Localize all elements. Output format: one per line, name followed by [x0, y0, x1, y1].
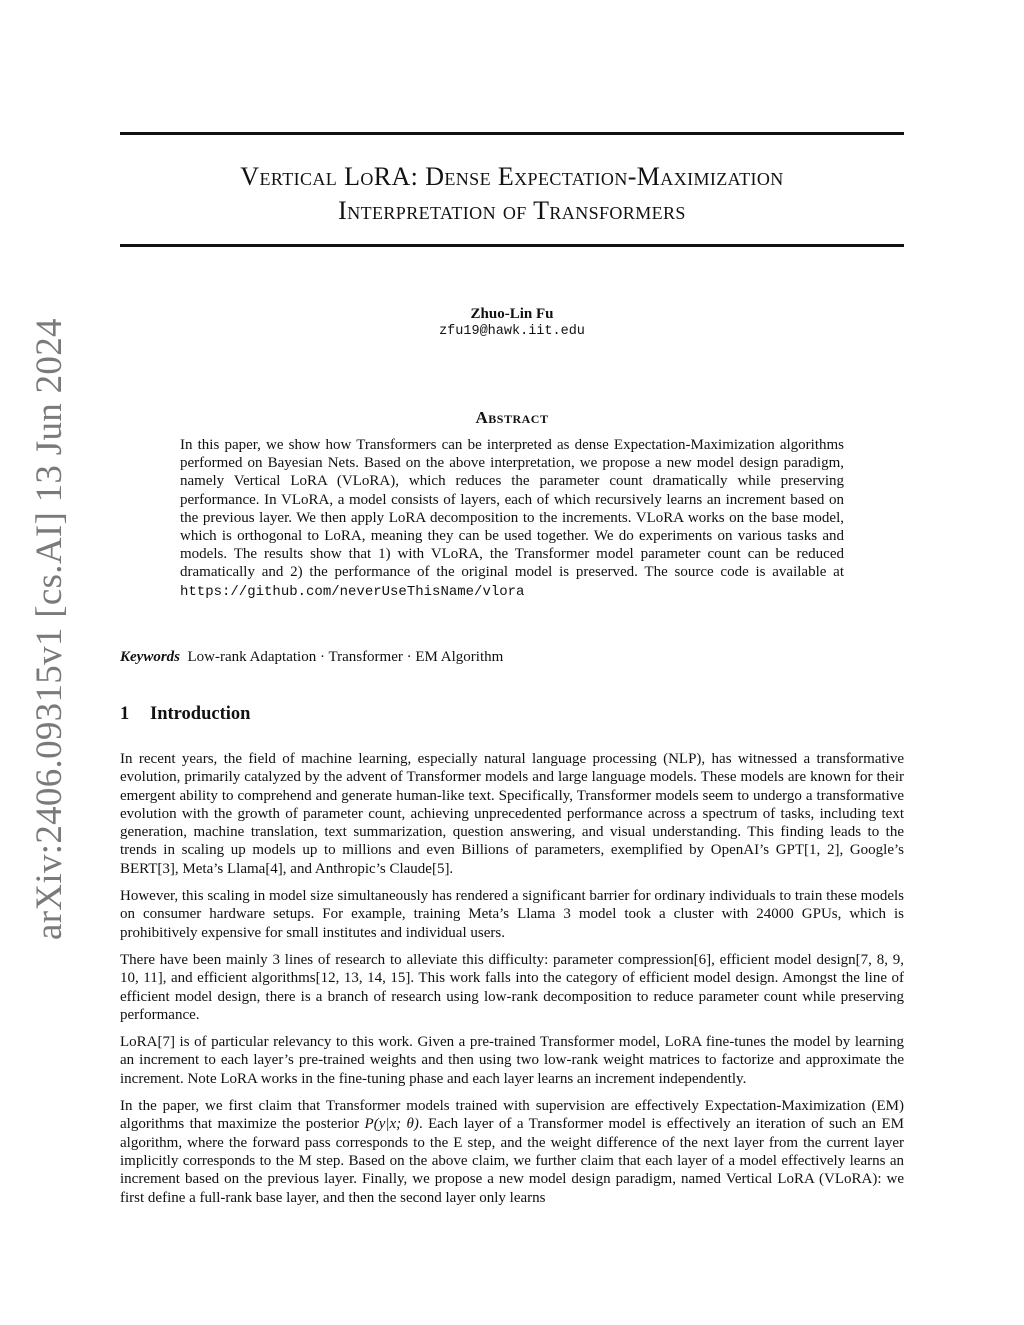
paragraph-5 [120, 1097, 904, 1207]
paragraph-2: However, this scaling in model size simultaneously has rendered a significant barrier for ordinary individuals to train these models on consumer hardware setups. For example, training Meta’s Llama 3 model took a cluster with 24000 GPUs, which is prohibitively expensive for small institutes and individual users. [120, 888, 904, 941]
author-block [120, 305, 904, 341]
paragraph-5-part-b: . Each layer of a Transformer model is effectively an iteration of such an EM algorithm, where the forward pass corresponds to the E step, and the weight difference of the next layer from the current layer implicitly corresponds to the M step. Based on the above claim, we further claim that each layer of a model effectively learns an increment based on the previous layer. Finally, we propose a new model design paradigm, named Vertical LoRA (VLoRA): we first define a full-rank base layer, and then the second layer only learns [120, 1116, 904, 1206]
paragraph-4: LoRA[7] is of particular relevancy to this work. Given a pre-trained Transformer model, LoRA fine-tunes the model by learning an increment to each layer’s pre-trained weights and then using two low-rank weight matrices to factorize and approximate the increment. Note LoRA works in the fine-tuning phase and each layer learns an increment independently. [120, 1034, 904, 1087]
author-email: zfu19@hawk.iit.edu [439, 324, 585, 339]
section-number: 1 [120, 704, 130, 724]
section-title: Introduction [150, 704, 251, 724]
posterior-formula: P(y|x; θ) [364, 1116, 419, 1133]
introduction-body [120, 750, 904, 1216]
paragraph-1: In recent years, the field of machine learning, especially natural language processing (NLP), has witnessed a transformative evolution, primarily catalyzed by the advent of Transformer models and large language models. These models are known for their emergent ability to comprehend and generate human-like text. Specifically, Transformer models seem to undergo a transformative evolution with the growth of parameter count, achieving unprecedented performance across a spectrum of tasks, including text generation, machine translation, text summarization, question answering, and visual understanding. This finding leads to the trends in scaling up models up to millions and even Billions of parameters, exemplified by OpenAI’s GPT[1, 2], Google’s BERT[3], Meta’s Llama[4], and Anthropic’s Claude[5]. [120, 751, 904, 877]
paragraph-5-part-a: In the paper, we first claim that Transformer models trained with supervision are effectively Expectation-Maximization (EM) algorithms that maximize the posterior [120, 1098, 904, 1133]
abstract-body [180, 436, 844, 601]
arxiv-stamp: arXiv:2406.09315v1 [cs.AI] 13 Jun 2024 [29, 318, 70, 940]
paper-title-line-2: Interpretation of Transformers [338, 196, 686, 225]
paragraph-3: There have been mainly 3 lines of research to alleviate this difficulty: parameter compression[6], efficient model design[7, 8, 9, 10, 11], and efficient algorithms[12, 13, 14, 15]. This work falls into the category of efficient model design. Amongst the line of efficient model design, there is a branch of research using low-rank decomposition to reduce parameter count while preserving performance. [120, 951, 904, 1023]
paper-title [120, 160, 904, 228]
paper-title-line-1: Vertical LoRA: Dense Expectation-Maximization [240, 162, 784, 191]
keywords-label: Keywords [120, 649, 180, 665]
author-name: Zhuo-Lin Fu [470, 306, 554, 322]
title-rule-top [120, 132, 904, 135]
abstract-text: In this paper, we show how Transformers can be interpreted as dense Expectation-Maximization algorithms performed on Bayesian Nets. Based on the above interpretation, we propose a new model design paradigm, namely Vertical LoRA (VLoRA), which reduces the parameter count dramatically while preserving performance. In VLoRA, a model consists of layers, each of which recursively learns an increment based on the previous layer. We then apply LoRA decomposition to the increments. VLoRA works on the base model, which is orthogonal to LoRA, meaning they can be used together. We do experiments on various tasks and models. The results show that 1) with VLoRA, the Transformer model parameter count can be reduced dramatically and 2) the performance of the original model is preserved. The source code is available at [180, 437, 844, 581]
section-heading [120, 704, 250, 725]
title-rule-bottom [120, 244, 904, 247]
keywords [120, 649, 503, 666]
keywords-list: Low-rank Adaptation · Transformer · EM Algorithm [187, 649, 504, 665]
source-code-link[interactable]: https://github.com/neverUseThisName/vlora [180, 583, 525, 600]
abstract-heading: Abstract [475, 408, 549, 427]
